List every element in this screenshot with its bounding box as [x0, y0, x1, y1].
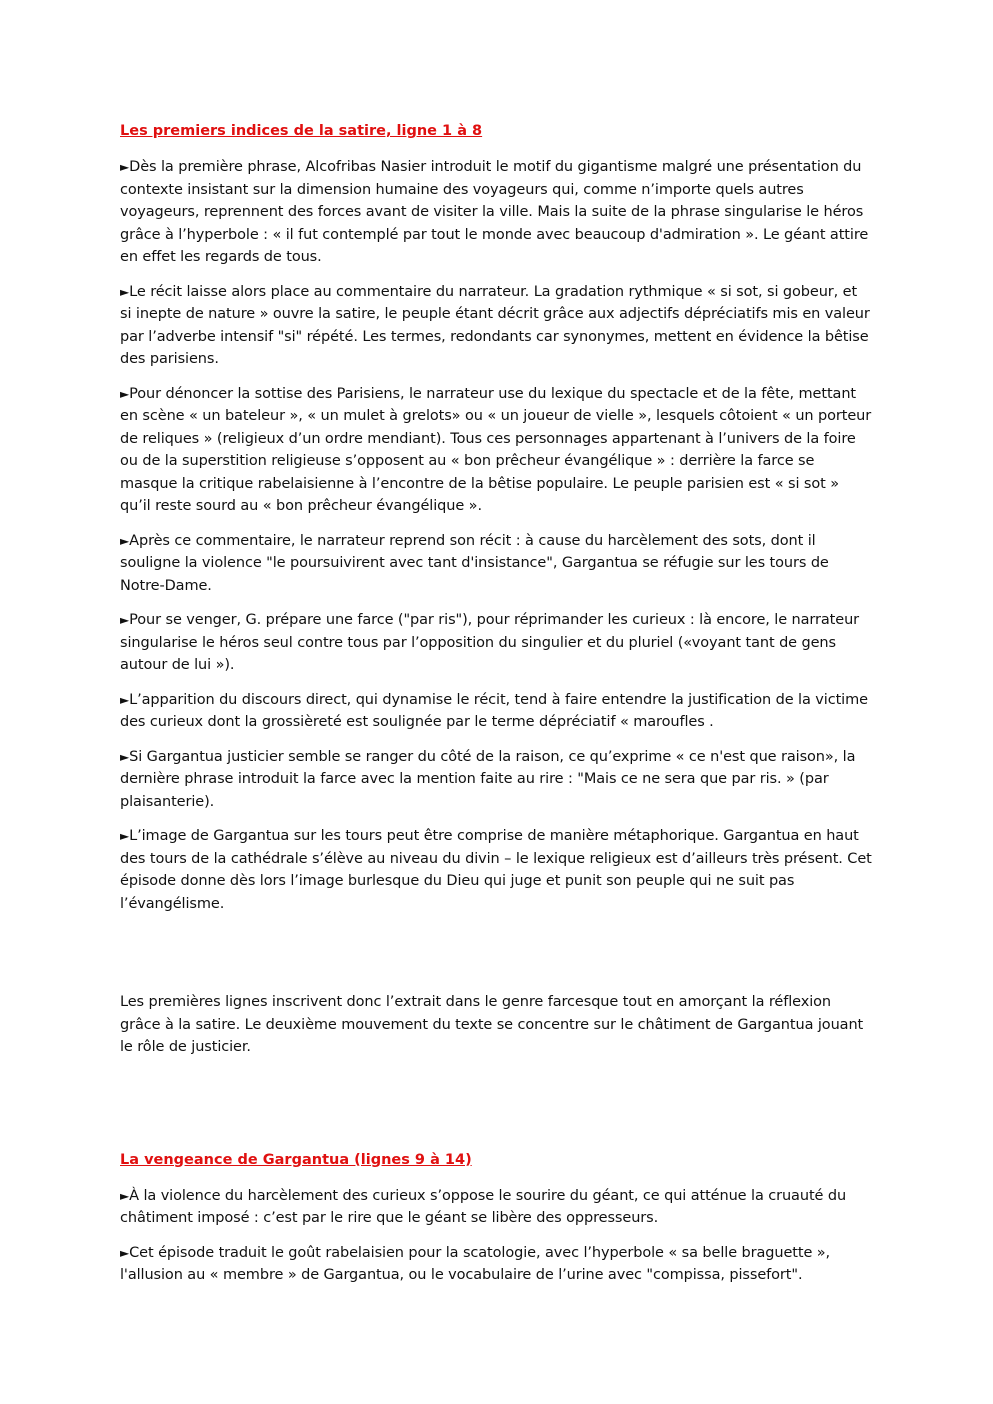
paragraph-text: Le récit laisse alors place au commentaire du narrateur. La gradation rythmique « si sot, si gobeur, et si inepte de nature » ouvre la satire, le peuple étant décrit grâce aux adjectifs dépréciatifs mis en valeur par l’adverbe intensif "si" répété. Les termes, redondants car synonymes, mettent en évidence la bêtise des parisiens. [120, 283, 870, 367]
bullet-icon: ► [120, 284, 130, 299]
paragraph-text: L’apparition du discours direct, qui dynamise le récit, tend à faire entendre la justification de la victime des curieux dont la grossièreté est soulignée par le terme dépréciatif « maroufles . [120, 691, 868, 730]
bullet-icon: ► [120, 386, 130, 401]
bullet-icon: ► [120, 1188, 130, 1203]
paragraph [120, 281, 872, 371]
paragraph [120, 530, 872, 598]
transition-paragraph: Les premières lignes inscrivent donc l’extrait dans le genre farcesque tout en amorçant la réflexion grâce à la satire. Le deuxième mouvement du texte se concentre sur le châtiment de Gargantua jouant le rôle de justicier. [120, 994, 864, 1055]
document-page [120, 120, 872, 1299]
paragraph [120, 383, 872, 518]
spacer [120, 927, 872, 991]
bullet-icon: ► [120, 613, 130, 627]
paragraph [120, 1242, 872, 1287]
paragraph [120, 156, 872, 269]
paragraph-text: À la violence du harcèlement des curieux s’oppose le sourire du géant, ce qui atténue la cruauté du châtiment imposé : c’est par le rire que le géant se libère des oppresseurs. [120, 1187, 847, 1226]
bullet-icon: ► [120, 749, 130, 764]
bullet-icon: ► [120, 1245, 130, 1260]
spacer [120, 1071, 872, 1149]
paragraph-text: L’image de Gargantua sur les tours peut être comprise de manière métaphorique. Gargantua en haut des tours de la cathédrale s’élève au niveau du divin – le lexique religieux est d’ailleurs très présent. Cet épisode donne dès lors l’image burlesque du Dieu qui juge et punit son peuple qui ne suit pas l’évangélisme. [120, 828, 872, 912]
paragraph [120, 609, 872, 677]
paragraph-text: Pour se venger, G. prépare une farce ("par ris"), pour réprimander les curieux : là encore, le narrateur singularise le héros seul contre tous par l’opposition du singulier et du pluriel («voyant tant de gens autour de lui »). [120, 612, 860, 673]
paragraph-text: Si Gargantua justicier semble se ranger du côté de la raison, ce qu’exprime « ce n'est que raison», la dernière phrase introduit la farce avec la mention faite au rire : "Mais ce ne sera que par ris. » (par plaisanterie). [120, 748, 856, 810]
bullet-icon: ► [120, 160, 130, 174]
paragraph [120, 689, 872, 734]
paragraph [120, 1185, 872, 1230]
paragraph [120, 825, 872, 915]
bullet-icon: ► [120, 692, 130, 707]
bullet-icon: ► [120, 533, 130, 548]
section-heading-vengeance: La vengeance de Gargantua (lignes 9 à 14) [120, 1151, 472, 1168]
paragraph-text: Pour dénoncer la sottise des Parisiens, le narrateur use du lexique du spectacle et de la fête, mettant en scène « un bateleur », « un mulet à grelots» ou « un joueur de vielle », lesquels côtoient « un porteur de reliques » (religieux d’un ordre mendiant). Tous ces personnages appartenant à l’univers de la foire ou de la superstition religieuse s’opposent au « bon prêcheur évangélique » : derrière la farce se masque la critique rabelaisienne à l’encontre de la bêtise populaire. Le peuple parisien est « si sot » qu’il reste sourd au « bon prêcheur évangélique ». [120, 385, 872, 514]
paragraph-text: Après ce commentaire, le narrateur reprend son récit : à cause du harcèlement des sots, dont il souligne la violence "le poursuivirent avec tant d'insistance", Gargantua se réfugie sur les tours de Notre-Dame. [120, 532, 829, 594]
section-heading-satire: Les premiers indices de la satire, ligne 1 à 8 [120, 123, 483, 139]
paragraph-text: Dès la première phrase, Alcofribas Nasier introduit le motif du gigantisme malgré une présentation du contexte insistant sur la dimension humaine des voyageurs qui, comme n’importe quels autres voyageurs, reprennent des forces avant de visiter la ville. Mais la suite de la phrase singularise le héros grâce à l’hyperbole : « il fut contemplé par tout le monde avec beaucoup d'admiration ». Le géant attire en effet les regards de tous. [120, 159, 869, 265]
paragraph-text: Cet épisode traduit le goût rabelaisien pour la scatologie, avec l’hyperbole « sa belle braguette », l'allusion au « membre » de Gargantua, ou le vocabulaire de l’urine avec "compissa, pissefort". [120, 1244, 831, 1283]
bullet-icon: ► [120, 829, 130, 843]
paragraph [120, 746, 872, 814]
